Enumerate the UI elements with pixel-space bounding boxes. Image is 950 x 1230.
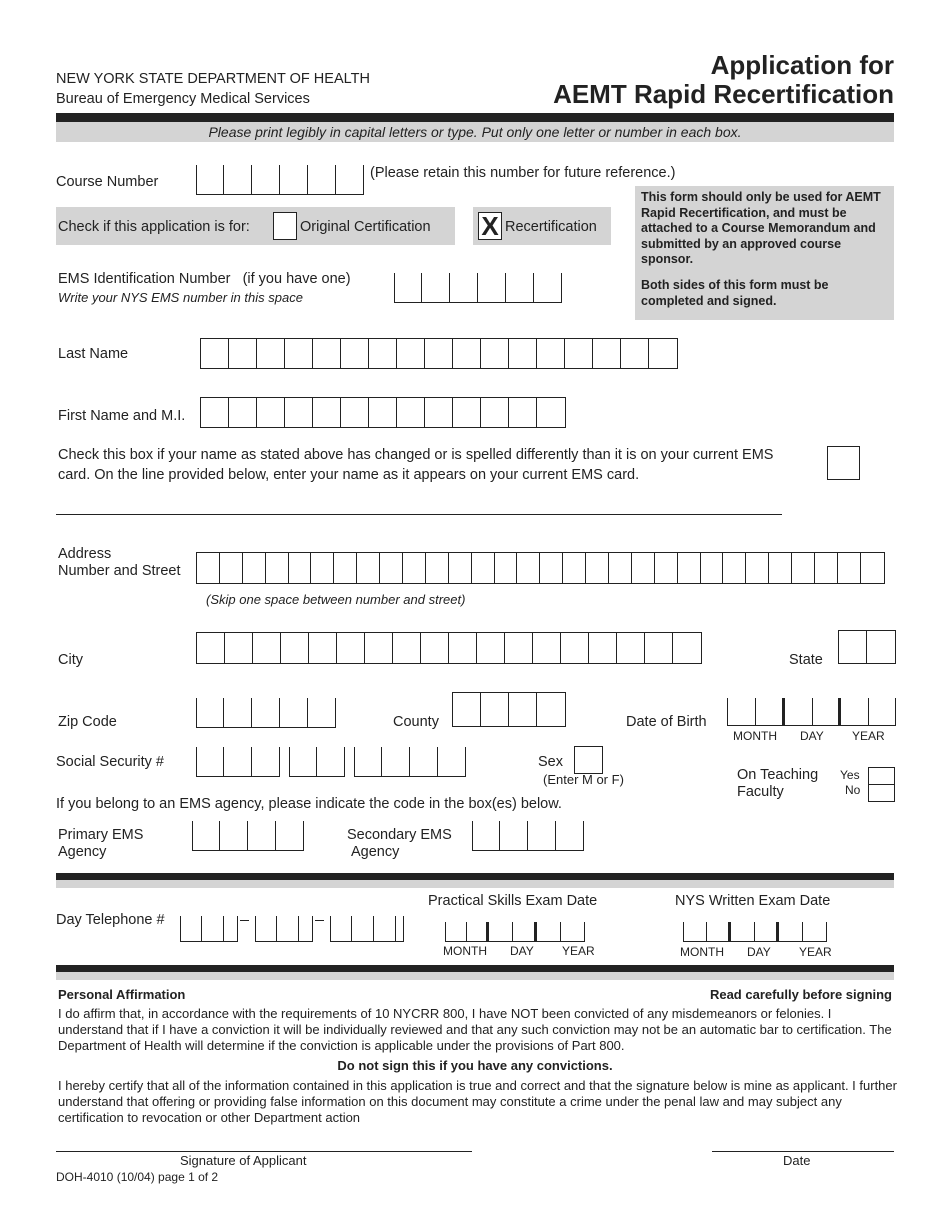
ems-id-label: EMS Identification Number bbox=[58, 271, 231, 287]
state-input[interactable] bbox=[838, 630, 896, 664]
agency-name: NEW YORK STATE DEPARTMENT OF HEALTH bbox=[56, 71, 370, 87]
secondary-agency-input[interactable] bbox=[472, 821, 584, 851]
notice-text: This form should only be used for AEMT Rapid Recertification, and must be attached to a Course Memorandum and submitted by an approved course sponsor. bbox=[641, 190, 881, 266]
zip-code-input[interactable] bbox=[196, 698, 336, 728]
sex-hint: (Enter M or F) bbox=[543, 772, 624, 787]
signature-label: Signature of Applicant bbox=[180, 1153, 307, 1168]
form-id: DOH-4010 (10/04) page 1 of 2 bbox=[56, 1170, 219, 1184]
ems-id-input[interactable] bbox=[394, 273, 562, 303]
ssn-part2-input[interactable] bbox=[289, 747, 345, 777]
primary-agency-input[interactable] bbox=[192, 821, 304, 851]
address-hint: (Skip one space between number and street) bbox=[206, 592, 466, 607]
teaching-yes-checkbox[interactable] bbox=[868, 767, 895, 785]
ssn-part3-input[interactable] bbox=[354, 747, 466, 777]
ssn-label: Social Security # bbox=[56, 754, 164, 770]
section-band-top bbox=[56, 880, 894, 888]
written-exam-label: NYS Written Exam Date bbox=[675, 893, 831, 909]
county-input[interactable] bbox=[452, 692, 566, 727]
sex-label: Sex bbox=[538, 754, 563, 770]
state-label: State bbox=[789, 652, 823, 668]
notice-box bbox=[635, 186, 894, 320]
written-exam-date-input[interactable] bbox=[683, 922, 827, 942]
read-carefully-note: Read carefully before signing bbox=[709, 987, 892, 1002]
practical-exam-date-input[interactable] bbox=[445, 922, 585, 942]
primary-agency-label-2: Agency bbox=[58, 844, 107, 860]
form-title-line2: AEMT Rapid Recertification bbox=[553, 79, 894, 109]
county-label: County bbox=[393, 714, 439, 730]
recertification-checkbox[interactable]: X bbox=[478, 212, 502, 240]
first-name-input[interactable] bbox=[200, 397, 566, 428]
previous-name-line[interactable] bbox=[56, 514, 782, 515]
name-change-checkbox[interactable] bbox=[827, 446, 860, 480]
bureau-name: Bureau of Emergency Medical Services bbox=[56, 91, 310, 107]
section-rule-top bbox=[56, 873, 894, 880]
address-label: Address bbox=[58, 546, 112, 562]
practical-exam-month-label: MONTH bbox=[443, 944, 487, 958]
ssn-part1-input[interactable] bbox=[196, 747, 280, 777]
last-name-label: Last Name bbox=[58, 346, 129, 362]
course-number-label: Course Number bbox=[56, 174, 159, 190]
instructions-text: Please print legibly in capital letters or type. Put only one letter or number in each box. bbox=[208, 124, 742, 140]
teaching-yes-label: Yes bbox=[840, 768, 860, 782]
secondary-agency-label-2: Agency bbox=[351, 844, 400, 860]
recertification-label: Recertification bbox=[505, 219, 597, 235]
name-change-text: Check this box if your name as stated above has changed or is spelled differently than it is on your current EMS card. On the line provided below, enter your name as it appears on your current EMS card. bbox=[58, 447, 774, 483]
last-name-input[interactable] bbox=[200, 338, 678, 369]
header-rule bbox=[56, 113, 894, 122]
course-number-input[interactable] bbox=[196, 165, 364, 195]
affirmation-title: Personal Affirmation bbox=[58, 987, 186, 1002]
phone-dash-2 bbox=[315, 920, 324, 921]
phone-dash-1 bbox=[240, 920, 249, 921]
phone-area-input[interactable] bbox=[180, 916, 238, 942]
city-label: City bbox=[58, 652, 83, 668]
address-label-street: Number and Street bbox=[58, 563, 181, 579]
section-band-bottom bbox=[56, 972, 894, 980]
written-exam-month-label: MONTH bbox=[680, 945, 724, 959]
written-exam-year-label: YEAR bbox=[799, 945, 832, 959]
certification-text: I hereby certify that all of the information contained in this application is true and correct and that the signature below is mine as applicant. I further understand that offering or providing false information on this document may constitute a crime under the penal law and may subject any certification to revocation or other Department action bbox=[58, 1078, 897, 1125]
signature-line[interactable] bbox=[56, 1151, 472, 1152]
phone-line-input[interactable] bbox=[330, 916, 404, 942]
zip-code-label: Zip Code bbox=[58, 714, 117, 730]
primary-agency-label: Primary EMS bbox=[58, 827, 144, 843]
first-name-label: First Name and M.I. bbox=[58, 408, 186, 424]
ems-id-hint: Write your NYS EMS number in this space bbox=[58, 290, 303, 305]
address-input[interactable] bbox=[196, 552, 885, 584]
teaching-faculty-label: On Teaching bbox=[737, 767, 819, 783]
form-title-line1: Application for bbox=[710, 50, 894, 80]
date-label: Date bbox=[783, 1153, 811, 1168]
ems-id-label-note: (if you have one) bbox=[242, 271, 351, 287]
application-type-label: Check if this application is for: bbox=[58, 219, 250, 235]
dob-year-label: YEAR bbox=[852, 729, 885, 743]
section-rule-bottom bbox=[56, 965, 894, 972]
practical-exam-day-label: DAY bbox=[510, 944, 534, 958]
practical-exam-label: Practical Skills Exam Date bbox=[428, 893, 598, 909]
original-certification-label: Original Certification bbox=[300, 219, 431, 235]
teaching-no-label: No bbox=[845, 783, 861, 797]
dob-month-label: MONTH bbox=[733, 729, 777, 743]
phone-prefix-input[interactable] bbox=[255, 916, 313, 942]
original-certification-checkbox[interactable] bbox=[273, 212, 297, 240]
affirmation-text: I do affirm that, in accordance with the requirements of 10 NYCRR 800, I have NOT been convicted of any misdemeanors or felonies. I understand that if I have a conviction it will be individually reviewed and that any such conviction may not be an automatic bar to certification. The Department of Health will determine if the conviction is applicable under the provisions of Part 800. bbox=[58, 1006, 892, 1053]
course-number-note: (Please retain this number for future reference.) bbox=[370, 165, 676, 181]
written-exam-day-label: DAY bbox=[747, 945, 771, 959]
dob-day-label: DAY bbox=[800, 729, 824, 743]
teaching-no-checkbox[interactable] bbox=[868, 784, 895, 802]
no-conviction-warning: Do not sign this if you have any convictions. bbox=[337, 1058, 613, 1073]
date-line[interactable] bbox=[712, 1151, 894, 1152]
notice-sides-text: Both sides of this form must be completed and signed. bbox=[641, 278, 829, 308]
secondary-agency-label: Secondary EMS bbox=[347, 827, 452, 843]
dob-input[interactable] bbox=[727, 698, 896, 726]
phone-label: Day Telephone # bbox=[56, 912, 165, 928]
practical-exam-year-label: YEAR bbox=[562, 944, 595, 958]
teaching-faculty-label-2: Faculty bbox=[737, 784, 784, 800]
city-input[interactable] bbox=[196, 632, 702, 664]
dob-label: Date of Birth bbox=[626, 714, 707, 730]
agency-note: If you belong to an EMS agency, please indicate the code in the box(es) below. bbox=[56, 796, 562, 812]
sex-input[interactable] bbox=[574, 746, 603, 774]
